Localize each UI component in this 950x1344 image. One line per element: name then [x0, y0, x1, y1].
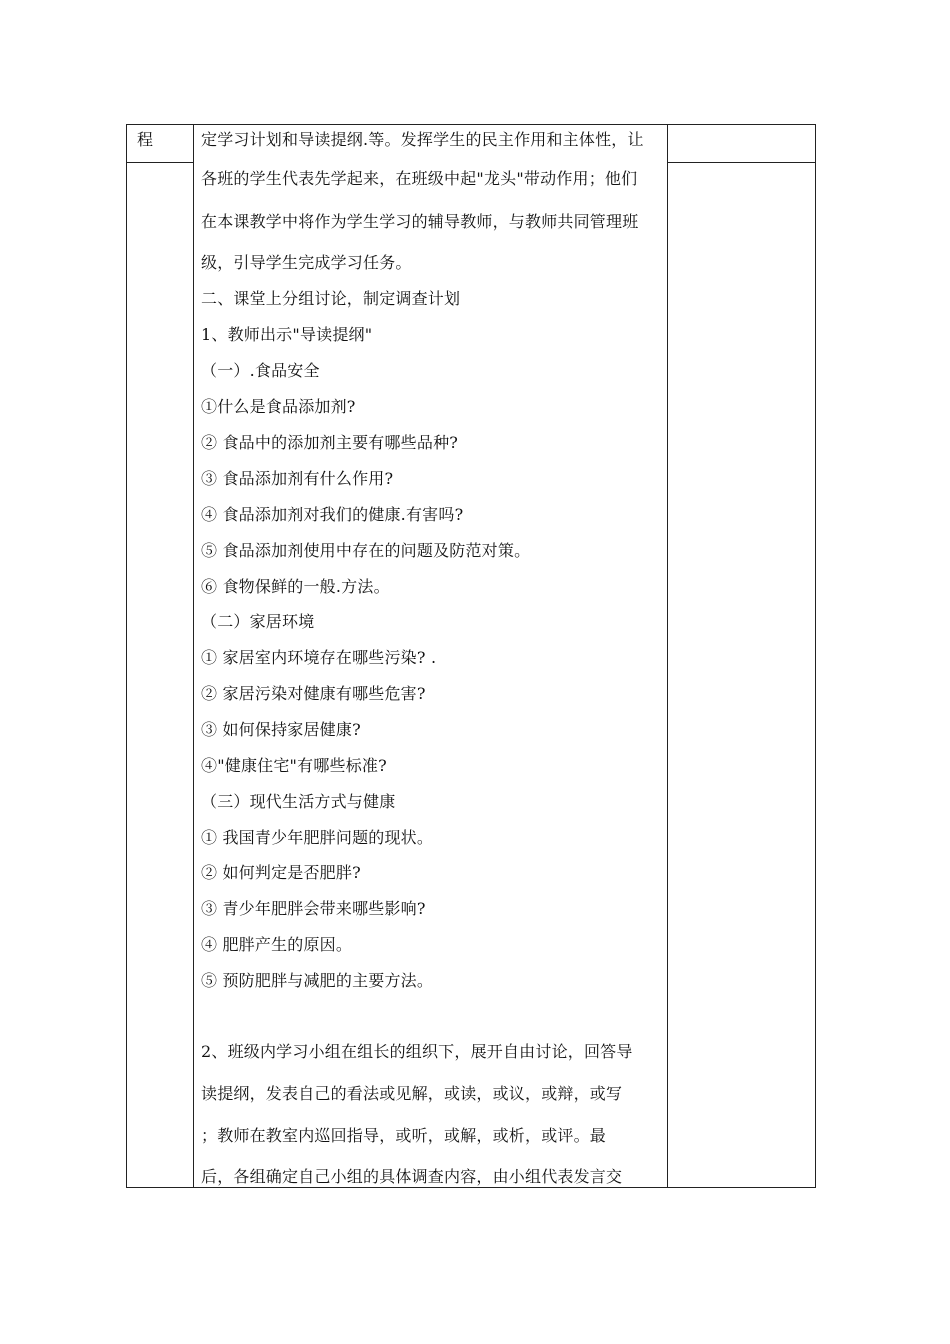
text-line: 1、教师出示"导读提纲": [201, 325, 373, 344]
text-line: 读提纲，发表自己的看法或见解，或读，或议，或辩，或写: [201, 1084, 623, 1103]
list-item: ⑤ 预防肥胖与减肥的主要方法。: [201, 971, 434, 990]
list-item: ③ 如何保持家居健康?: [201, 720, 361, 739]
list-item: ④ 食品添加剂对我们的健康.有害吗?: [201, 505, 464, 524]
list-item: ⑥ 食物保鲜的一般.方法。: [201, 577, 390, 596]
text-line: 级，引导学生完成学习任务。: [201, 253, 412, 272]
section-heading: 二、课堂上分组讨论，制定调查计划: [201, 289, 461, 308]
text-line: 在本课教学中将作为学生学习的辅导教师，与教师共同管理班: [201, 212, 639, 231]
list-item: ② 食品中的添加剂主要有哪些品种?: [201, 433, 459, 452]
text-line: 2、班级内学习小组在组长的组织下，展开自由讨论，回答导: [201, 1042, 633, 1061]
column-divider-right: [667, 125, 668, 1187]
list-item: ④"健康住宅"有哪些标准?: [201, 756, 387, 775]
list-item: ③ 青少年肥胖会带来哪些影响?: [201, 899, 426, 918]
list-item: ③ 食品添加剂有什么作用?: [201, 469, 394, 488]
subsection-heading: （三）现代生活方式与健康: [201, 792, 396, 811]
row-divider-right: [667, 162, 816, 163]
subsection-heading: （二）家居环境: [201, 612, 315, 631]
list-item: ④ 肥胖产生的原因。: [201, 935, 353, 954]
text-line: ；教师在教室内巡回指导，或听，或解，或析，或评。最: [201, 1126, 607, 1145]
list-item: ② 家居污染对健康有哪些危害?: [201, 684, 426, 703]
row-divider-left: [127, 162, 193, 163]
list-item: ⑤ 食品添加剂使用中存在的问题及防范对策。: [201, 541, 531, 560]
subsection-heading: （一）.食品安全: [201, 361, 320, 380]
list-item: ① 我国青少年肥胖问题的现状。: [201, 828, 434, 847]
text-line: 各班的学生代表先学起来，在班级中起"龙头"带动作用；他们: [201, 169, 638, 188]
list-item: ①什么是食品添加剂?: [201, 397, 356, 416]
lesson-plan-table: [126, 124, 816, 1188]
list-item: ② 如何判定是否肥胖?: [201, 863, 361, 882]
text-line: 后，各组确定自己小组的具体调查内容，由小组代表发言交: [201, 1167, 623, 1186]
text-line: 定学习计划和导读提纲.等。发挥学生的民主作用和主体性，让: [201, 130, 644, 149]
stage-label: 程: [137, 130, 154, 149]
list-item: ① 家居室内环境存在哪些污染? .: [201, 648, 437, 667]
column-divider-left: [193, 125, 194, 1187]
